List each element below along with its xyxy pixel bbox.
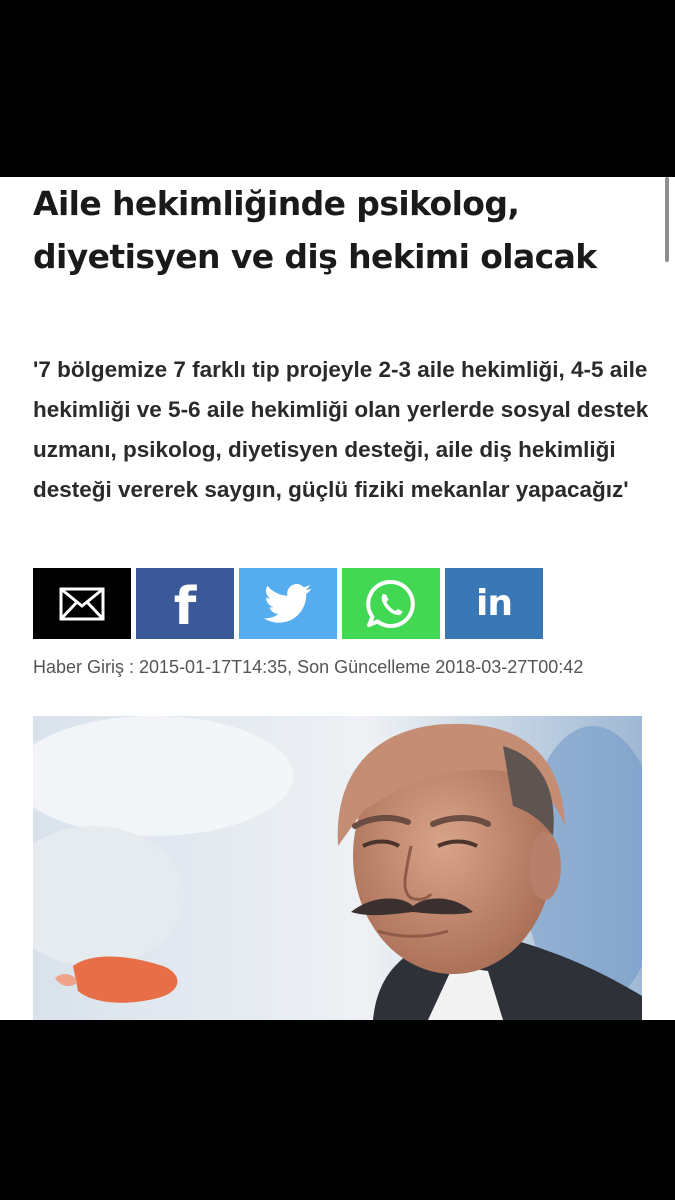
share-facebook-button[interactable]: [136, 568, 234, 639]
scrollbar[interactable]: [665, 177, 669, 262]
article-page[interactable]: [0, 177, 675, 1020]
facebook-icon: f: [173, 576, 197, 637]
share-email-button[interactable]: [33, 568, 131, 639]
mail-icon: [59, 587, 105, 621]
share-whatsapp-button[interactable]: [342, 568, 440, 639]
article-summary: '7 bölgemize 7 farklı tip projeyle 2-3 aile hekimliği, 4-5 aile hekimliği ve 5-6 aile hekimliği olan yerlerde sosyal destek uzmanı, psikolog, diyetisyen desteği, aile diş hekimliği desteği vererek saygın, güçlü fiziki mekanlar yapacağız': [33, 357, 649, 502]
person-photo: [33, 716, 642, 1020]
linkedin-icon: in: [476, 582, 512, 624]
share-linkedin-button[interactable]: [445, 568, 543, 639]
twitter-icon: [264, 584, 312, 624]
share-twitter-button[interactable]: [239, 568, 337, 639]
article-meta-dates: Haber Giriş : 2015-01-17T14:35, Son Güncelleme 2018-03-27T00:42: [33, 657, 584, 677]
whatsapp-icon: [365, 578, 417, 630]
share-bar: [33, 568, 543, 639]
article-photo[interactable]: [33, 716, 642, 1020]
article-title: Aile hekimliğinde psikolog, diyetisyen ve diş hekimi olacak: [33, 184, 597, 276]
